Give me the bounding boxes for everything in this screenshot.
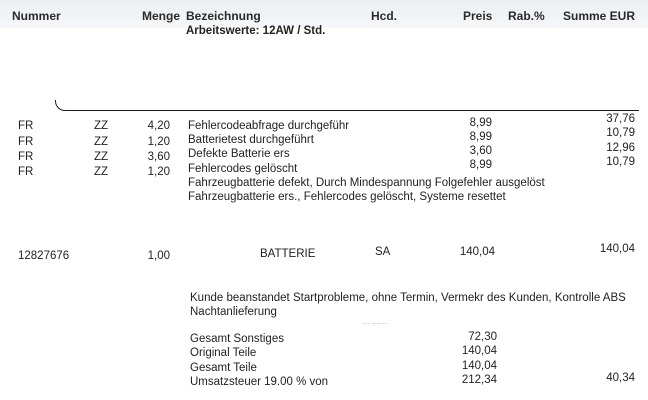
section-divider [55, 100, 639, 111]
total-value: 140,04 [461, 345, 497, 357]
row-nummer: FR [18, 136, 34, 148]
col-header-hcd: Hcd. [371, 9, 398, 23]
row-preis: 8,99 [469, 131, 492, 143]
total-label: Gesamt Sonstiges [190, 333, 284, 345]
col-header-menge: Menge [142, 9, 181, 23]
row-nummer: FR [18, 120, 34, 132]
row-bezeichnung: Batterietest durchgeführt [188, 134, 314, 146]
row-menge: 4,20 [147, 120, 170, 132]
col-header-nummer: Nummer [12, 9, 61, 23]
row-summe: 10,79 [606, 127, 635, 139]
row-preis: 8,99 [469, 159, 492, 171]
arbeitswerte-line: Arbeitswerte: 12AW / Std. [186, 25, 326, 37]
row-nummer: FR [18, 151, 34, 163]
total-value: 72,30 [468, 331, 497, 343]
row-nummer: FR [18, 166, 34, 178]
total-value: 140,04 [461, 360, 497, 372]
row-summe: 10,79 [606, 156, 635, 168]
part-preis: 140,04 [459, 246, 495, 258]
row-code: ZZ [94, 136, 109, 148]
col-header-preis: Preis [463, 9, 493, 23]
row-menge: 3,60 [147, 151, 170, 163]
part-summe: 140,04 [599, 243, 635, 255]
total-label: Gesamt Teile [190, 362, 257, 374]
faint-stray-mark: ... ...... [362, 316, 388, 326]
row-code: ZZ [94, 151, 109, 163]
row-summe: 12,96 [606, 142, 635, 154]
total-label: Umsatzsteuer 19.00 % von [190, 376, 329, 388]
total-value: 212,34 [461, 374, 497, 386]
vat-amount: 40,34 [606, 372, 635, 384]
row-summe: 37,76 [606, 113, 635, 125]
row-preis: 3,60 [469, 145, 492, 157]
header-band [0, 0, 648, 28]
customer-remark: Kunde beanstandet Startprobleme, ohne Termin, Vermekr des Kunden, Kontrolle ABS [190, 292, 626, 304]
row-code: ZZ [94, 120, 109, 132]
part-bezeichnung: BATTERIE [260, 248, 316, 260]
col-header-bezeichnung: Bezeichnung [186, 9, 261, 23]
col-header-rab: Rab.% [508, 9, 545, 23]
row-bezeichnung: Fehlercodeabfrage durchgeführ [188, 120, 350, 132]
row-menge: 1,20 [147, 166, 170, 178]
row-menge: 1,20 [147, 136, 170, 148]
repair-note: Fahrzeugbatterie ers., Fehlercodes gelöscht, Systeme resettet [188, 191, 506, 203]
part-hcd: SA [375, 246, 391, 258]
total-label: Original Teile [190, 347, 257, 359]
row-bezeichnung: Defekte Batterie ers [188, 148, 290, 160]
row-preis: 8,99 [469, 117, 492, 129]
customer-remark-2: Nachtanlieferung [190, 306, 277, 318]
diagnosis-note: Fahrzeugbatterie defekt, Durch Mindespannung Folgefehler ausgelöst [188, 177, 545, 189]
row-code: ZZ [94, 166, 109, 178]
row-bezeichnung: Fehlercodes gelöscht [188, 163, 298, 175]
part-menge: 1,00 [147, 250, 170, 262]
col-header-summe: Summe EUR [563, 9, 636, 23]
part-nummer: 12827676 [18, 250, 70, 262]
